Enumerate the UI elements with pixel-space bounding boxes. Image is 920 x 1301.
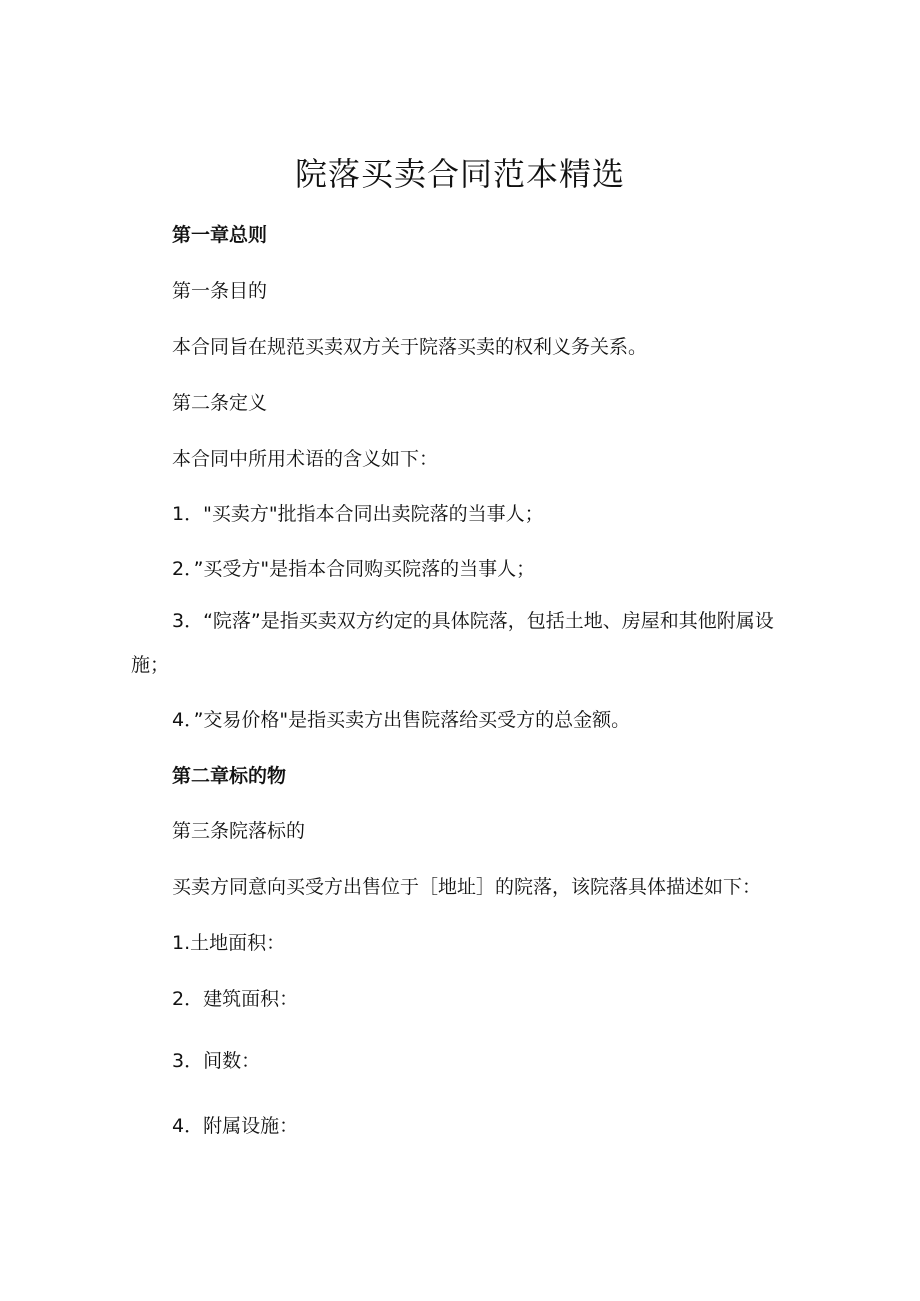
- article-title: 第二条定义: [172, 392, 268, 414]
- article-title: 第三条院落标的: [172, 820, 306, 842]
- paragraph: 买卖方同意向买受方出售位于［地址］的院落，该院落具体描述如下：: [172, 876, 762, 898]
- document-title: 院落买卖合同范本精选: [294, 155, 625, 193]
- list-item: 4．附属设施：: [172, 1115, 299, 1137]
- list-item: 3．“院落”是指买卖双方约定的具体院落，包括土地、房屋和其他附属设施；: [131, 610, 774, 676]
- article-title: 第一条目的: [172, 280, 268, 302]
- chapter-heading: 第二章标的物: [172, 765, 287, 787]
- list-item: 1.土地面积：: [172, 932, 286, 954]
- paragraph: 本合同中所用术语的含义如下：: [172, 448, 439, 470]
- list-item: 1．"买卖方"批指本合同出卖院落的当事人；: [172, 503, 544, 525]
- chapter-heading: 第一章总则: [172, 224, 268, 246]
- list-item: 3．间数：: [172, 1050, 261, 1072]
- list-item: 2．”买受方"是指本合同购买院落的当事人；: [172, 558, 536, 580]
- list-item: 4．”交易价格"是指买卖方出售院落给买受方的总金额。: [172, 709, 631, 731]
- list-item: 2．建筑面积：: [172, 988, 299, 1010]
- paragraph: 本合同旨在规范买卖双方关于院落买卖的权利义务关系。: [172, 336, 648, 358]
